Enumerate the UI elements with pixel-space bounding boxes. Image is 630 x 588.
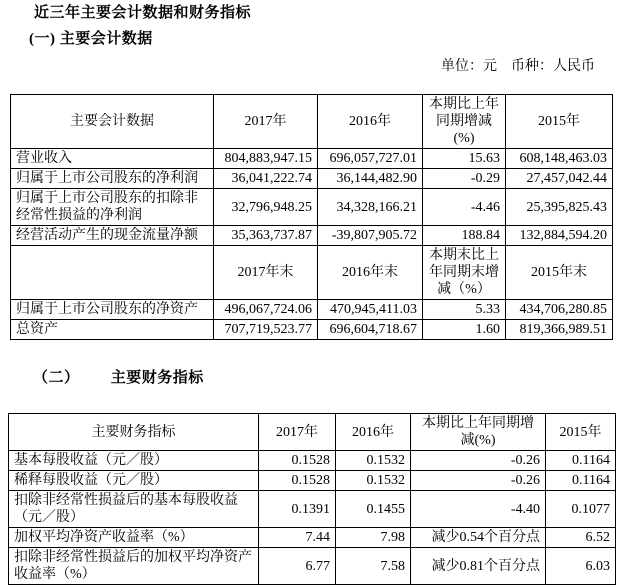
value-2017-cell: 0.1528 bbox=[259, 451, 336, 471]
change-cell: 15.63 bbox=[423, 149, 506, 169]
value-2017-cell: 496,067,724.06 bbox=[214, 300, 318, 320]
value-2017-cell: 0.1528 bbox=[259, 471, 336, 491]
header-change-line2: 减(%) bbox=[460, 433, 496, 448]
table-row bbox=[11, 320, 613, 340]
header-change bbox=[411, 414, 546, 451]
value-2017-cell: 0.1391 bbox=[259, 491, 336, 528]
table-row bbox=[9, 491, 616, 528]
header-change-line3: (%) bbox=[453, 131, 475, 146]
value-2015-cell: 27,457,042.44 bbox=[506, 169, 613, 189]
header-change-line1: 本期比上年同期增 bbox=[422, 416, 534, 431]
value-2015-cell: 6.03 bbox=[546, 548, 616, 585]
subheader-change bbox=[423, 246, 506, 300]
change-cell: -0.29 bbox=[423, 169, 506, 189]
table-row bbox=[11, 300, 613, 320]
metric-label-cell: 归属于上市公司股东的扣除非经常性损益的净利润 bbox=[11, 189, 214, 226]
indicator-label-cell: 扣除非经常性损益后的加权平均净资产收益率（%） bbox=[9, 548, 259, 585]
value-2015-cell: 0.1164 bbox=[546, 451, 616, 471]
value-2015-cell: 819,366,989.51 bbox=[506, 320, 613, 340]
value-2017-cell: 6.77 bbox=[259, 548, 336, 585]
table-row bbox=[9, 471, 616, 491]
header-2015: 2015年 bbox=[546, 414, 616, 451]
value-2017-cell: 32,796,948.25 bbox=[214, 189, 318, 226]
subheader-2015-end: 2015年末 bbox=[506, 246, 613, 300]
value-2017-cell: 36,041,222.74 bbox=[214, 169, 318, 189]
value-2015-cell: 434,706,280.85 bbox=[506, 300, 613, 320]
table-row bbox=[9, 451, 616, 471]
header-indicator: 主要财务指标 bbox=[9, 414, 259, 451]
value-2016-cell: 696,604,718.67 bbox=[318, 320, 423, 340]
change-cell: -0.26 bbox=[411, 451, 546, 471]
section1-number: (一) bbox=[29, 31, 56, 47]
subheader-2017-end: 2017年末 bbox=[214, 246, 318, 300]
unit-label: 单位：元 bbox=[441, 59, 497, 74]
table-row bbox=[11, 149, 613, 169]
value-2015-cell: 0.1077 bbox=[546, 491, 616, 528]
change-cell: 减少0.81个百分点 bbox=[411, 548, 546, 585]
table-subheader-row bbox=[11, 246, 613, 300]
value-2016-cell: 696,057,727.01 bbox=[318, 149, 423, 169]
value-2015-cell: 25,395,825.43 bbox=[506, 189, 613, 226]
section-heading-accounting-data bbox=[29, 29, 153, 50]
indicator-label-cell: 扣除非经常性损益后的基本每股收益（元／股） bbox=[9, 491, 259, 528]
value-2017-cell: 7.44 bbox=[259, 528, 336, 548]
subheader-2016-end: 2016年末 bbox=[318, 246, 423, 300]
accounting-data-table bbox=[10, 94, 613, 340]
header-change-line2: 同期增减 bbox=[436, 114, 492, 129]
change-cell: -4.40 bbox=[411, 491, 546, 528]
subheader-change-line3: 减（%） bbox=[437, 282, 491, 297]
metric-label-cell: 经营活动产生的现金流量净额 bbox=[11, 226, 214, 246]
currency-label: 币种：人民币 bbox=[511, 59, 595, 74]
header-change-line1: 本期比上年 bbox=[429, 97, 499, 112]
change-cell: 5.33 bbox=[423, 300, 506, 320]
change-cell: -4.46 bbox=[423, 189, 506, 226]
header-metric: 主要会计数据 bbox=[11, 95, 214, 149]
header-2016: 2016年 bbox=[318, 95, 423, 149]
change-cell: 1.60 bbox=[423, 320, 506, 340]
table-header-row bbox=[9, 414, 616, 451]
table-row bbox=[9, 528, 616, 548]
metric-label-cell: 归属于上市公司股东的净资产 bbox=[11, 300, 214, 320]
value-2016-cell: 36,144,482.90 bbox=[318, 169, 423, 189]
value-2016-cell: -39,807,905.72 bbox=[318, 226, 423, 246]
indicator-label-cell: 稀释每股收益（元／股） bbox=[9, 471, 259, 491]
value-2017-cell: 35,363,737.87 bbox=[214, 226, 318, 246]
header-2017: 2017年 bbox=[259, 414, 336, 451]
header-change bbox=[423, 95, 506, 149]
subheader-empty bbox=[11, 246, 214, 300]
table-row bbox=[11, 226, 613, 246]
page-title: 近三年主要会计数据和财务指标 bbox=[34, 5, 252, 21]
metric-label-cell: 归属于上市公司股东的净利润 bbox=[11, 169, 214, 189]
indicator-label-cell: 基本每股收益（元／股） bbox=[9, 451, 259, 471]
section2-number: （二） bbox=[33, 370, 80, 386]
value-2017-cell: 707,719,523.77 bbox=[214, 320, 318, 340]
subheader-change-line1: 本期末比上 bbox=[429, 248, 499, 263]
metric-label-cell: 营业收入 bbox=[11, 149, 214, 169]
indicator-label-cell: 加权平均净资产收益率（%） bbox=[9, 528, 259, 548]
header-2016: 2016年 bbox=[336, 414, 411, 451]
value-2015-cell: 608,148,463.03 bbox=[506, 149, 613, 169]
value-2016-cell: 7.98 bbox=[336, 528, 411, 548]
change-cell: -0.26 bbox=[411, 471, 546, 491]
table-row bbox=[11, 169, 613, 189]
value-2015-cell: 132,884,594.20 bbox=[506, 226, 613, 246]
section1-title: 主要会计数据 bbox=[59, 31, 153, 47]
table-header-row bbox=[11, 95, 613, 149]
value-2016-cell: 0.1455 bbox=[336, 491, 411, 528]
value-2016-cell: 34,328,166.21 bbox=[318, 189, 423, 226]
unit-currency-note bbox=[0, 55, 595, 75]
metric-label-cell: 总资产 bbox=[11, 320, 214, 340]
financial-indicators-table bbox=[8, 413, 616, 585]
value-2017-cell: 804,883,947.15 bbox=[214, 149, 318, 169]
value-2016-cell: 7.58 bbox=[336, 548, 411, 585]
value-2016-cell: 470,945,411.03 bbox=[318, 300, 423, 320]
section2-title: 主要财务指标 bbox=[110, 370, 204, 386]
header-2015: 2015年 bbox=[506, 95, 613, 149]
value-2016-cell: 0.1532 bbox=[336, 451, 411, 471]
section-heading-financial-indicators bbox=[33, 368, 204, 389]
value-2015-cell: 0.1164 bbox=[546, 471, 616, 491]
table-row bbox=[11, 189, 613, 226]
header-2017: 2017年 bbox=[214, 95, 318, 149]
change-cell: 188.84 bbox=[423, 226, 506, 246]
value-2016-cell: 0.1532 bbox=[336, 471, 411, 491]
change-cell: 减少0.54个百分点 bbox=[411, 528, 546, 548]
subheader-change-line2: 年同期末增 bbox=[429, 265, 499, 280]
value-2015-cell: 6.52 bbox=[546, 528, 616, 548]
table-row bbox=[9, 548, 616, 585]
